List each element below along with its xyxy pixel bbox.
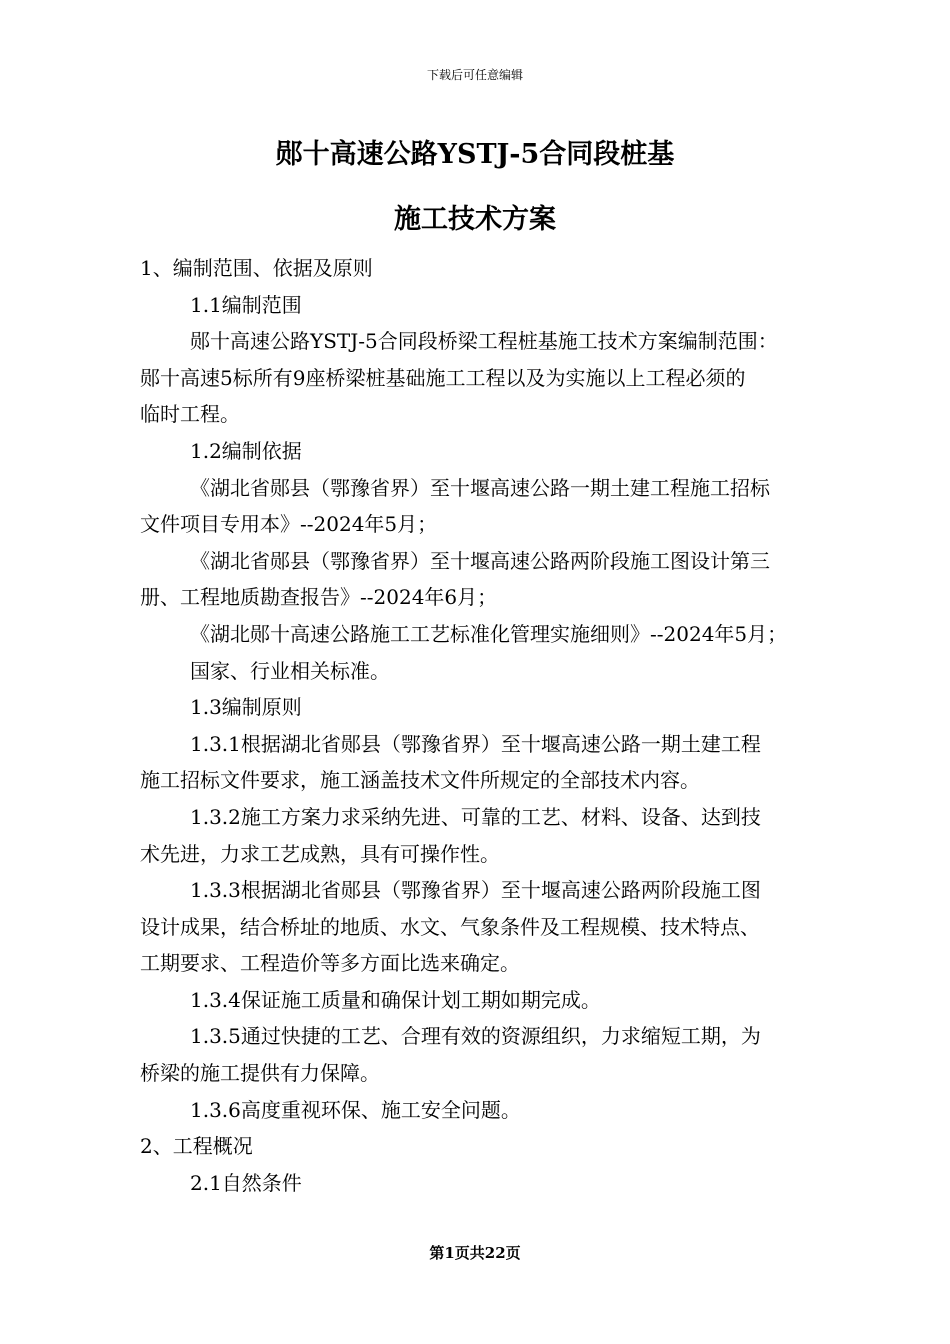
body-line: 临时工程。 — [140, 402, 240, 427]
body-line: 册、工程地质勘查报告》--2024年6月； — [140, 585, 498, 610]
body-line: 郧十高速5标所有9座桥梁桩基础施工工程以及为实施以上工程必须的 — [140, 365, 746, 390]
body-line: 《湖北省郧县（鄂豫省界）至十堰高速公路两阶段施工图设计第三 — [190, 548, 770, 573]
body-line: 1.3.5通过快捷的工艺、合理有效的资源组织，力求缩短工期，为 — [190, 1024, 761, 1049]
page-footer: 第1页共22页 — [429, 1244, 521, 1262]
body-line: 1.2编制依据 — [190, 438, 302, 463]
body-line: 1.3编制原则 — [190, 695, 302, 720]
body-line: 郧十高速公路YSTJ-5合同段桥梁工程桩基施工技术方案编制范围： — [190, 329, 778, 354]
body-line: 桥梁的施工提供有力保障。 — [140, 1061, 380, 1086]
body-line: 1.1编制范围 — [190, 292, 302, 317]
body-line: 2、工程概况 — [140, 1134, 253, 1159]
document-title-line-2: 施工技术方案 — [394, 204, 556, 235]
body-line: 1、编制范围、依据及原则 — [140, 256, 373, 280]
body-line: 国家、行业相关标准。 — [190, 658, 390, 683]
body-line: 工期要求、工程造价等多方面比选来确定。 — [140, 951, 520, 976]
body-line: 1.3.6高度重视环保、施工安全问题。 — [190, 1097, 521, 1122]
document-title-line-1: 郧十高速公路YSTJ-5合同段桩基 — [275, 139, 675, 170]
body-line: 文件项目专用本》--2024年5月； — [140, 512, 438, 537]
body-line: 施工招标文件要求，施工涵盖技术文件所规定的全部技术内容。 — [140, 768, 700, 793]
header-note: 下载后可任意编辑 — [426, 68, 523, 82]
body-line: 1.3.1根据湖北省郧县（鄂豫省界）至十堰高速公路一期土建工程 — [190, 731, 761, 756]
body-line: 1.3.4保证施工质量和确保计划工期如期完成。 — [190, 987, 601, 1012]
body-line: 1.3.2施工方案力求采纳先进、可靠的工艺、材料、设备、达到技 — [190, 804, 761, 829]
body-line: 2.1自然条件 — [190, 1170, 302, 1195]
body-line: 设计成果，结合桥址的地质、水文、气象条件及工程规模、技术特点、 — [140, 914, 760, 939]
body-line: 《湖北郧十高速公路施工工艺标准化管理实施细则》--2024年5月； — [190, 621, 788, 646]
body-line: 术先进，力求工艺成熟，具有可操作性。 — [140, 841, 500, 866]
document-body — [140, 250, 860, 1201]
body-line: 1.3.3根据湖北省郧县（鄂豫省界）至十堰高速公路两阶段施工图 — [190, 878, 761, 903]
body-line: 《湖北省郧县（鄂豫省界）至十堰高速公路一期土建工程施工招标 — [190, 475, 770, 500]
